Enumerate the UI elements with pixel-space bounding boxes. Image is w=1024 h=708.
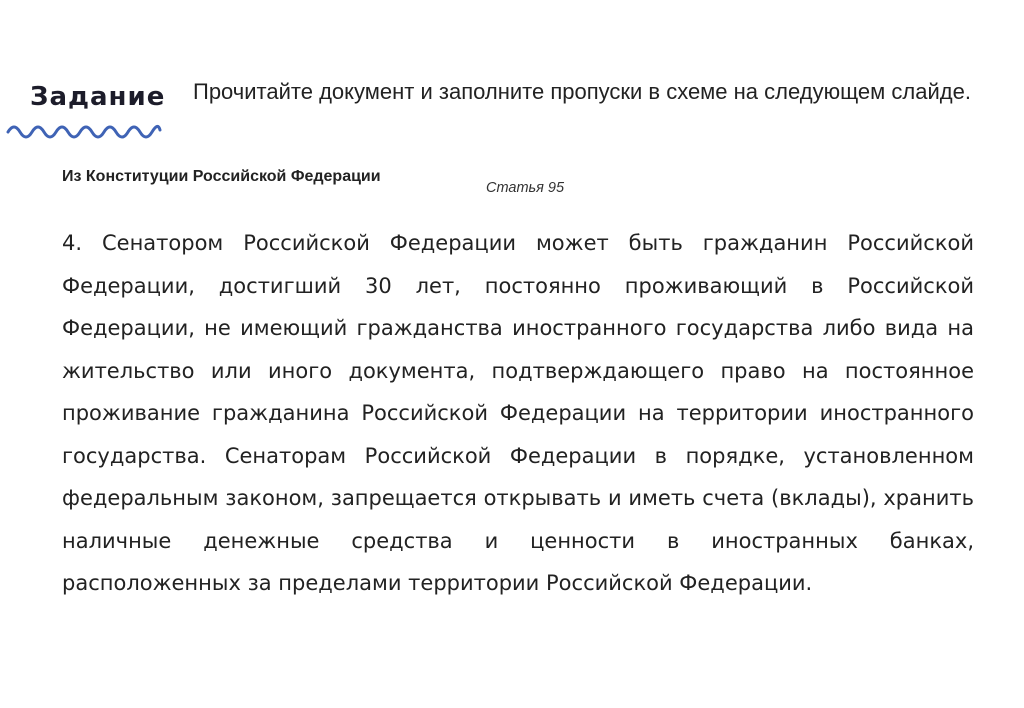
article-number: Статья 95: [486, 180, 565, 196]
document-source: Из Конституции Российской Федерации: [62, 168, 381, 185]
document-paragraph: 4. Сенатором Российской Федерации может быть гражданин Российской Федерации, достигший 30 лет, постоянно проживающий в Российской Федерации, не имеющий гражданства иностранного государства либо вида на жительство или иного документа, подтверждающего право на постоянное проживание гражданина Российской Федерации на территории иностранного государства. Сенаторам Российской Федерации в порядке, установленном федеральным законом, запрещается открывать и иметь счета (вклады), хранить наличные денежные средства и ценности в иностранных банках, расположенных за пределами территории Российской Федерации.: [62, 231, 974, 595]
instruction-text: Прочитайте документ и заполните пропуски в схеме на следующем слайде.: [193, 79, 971, 104]
wave-underline-icon: [4, 118, 164, 140]
task-label: Задание: [30, 82, 166, 112]
